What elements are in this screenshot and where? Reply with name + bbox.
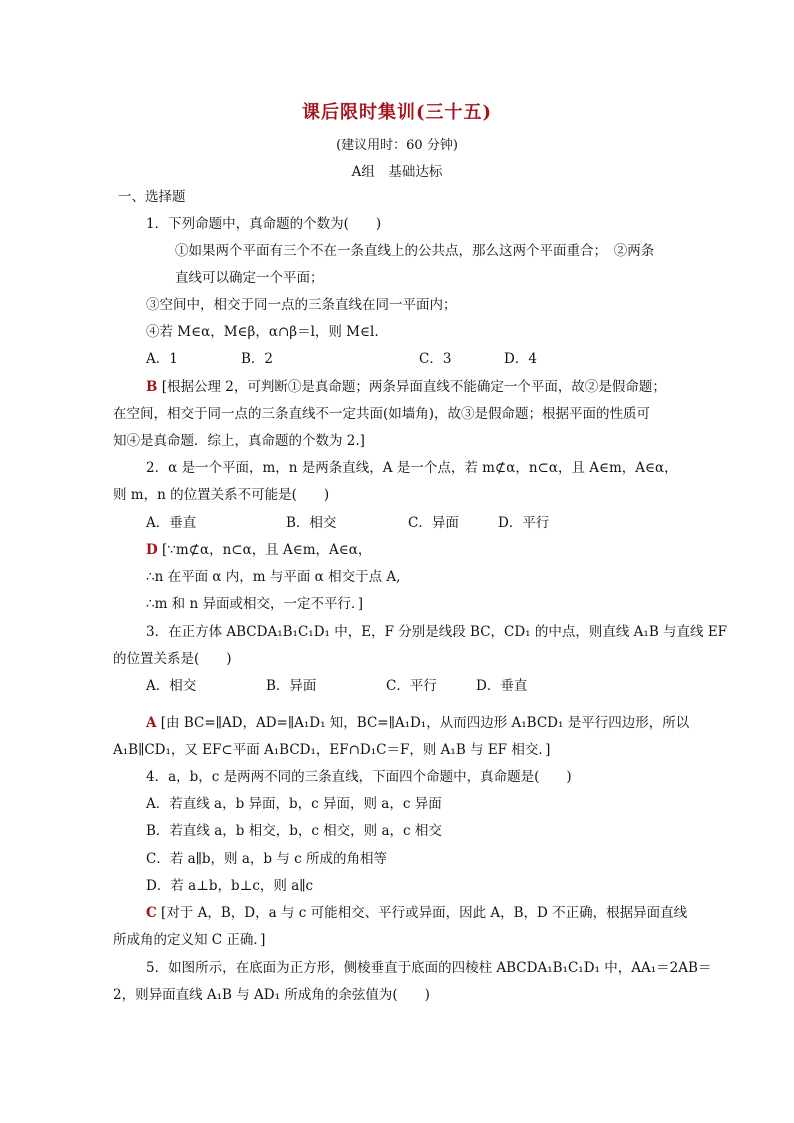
q1-option-b: B．2 bbox=[241, 351, 274, 367]
q1-explanation-1: [根据公理 2，可判断①是真命题；两条异面直线不能确定一个平面，故②是假命题； bbox=[161, 379, 666, 395]
q3-option-c: C．平行 bbox=[386, 678, 437, 694]
q2-explanation-1: [∵m⊄α，n⊂α，且 A∈m，A∈α， bbox=[162, 542, 372, 558]
group-heading: A组 基础达标 bbox=[351, 164, 443, 180]
q2-answer-line-1 bbox=[146, 541, 371, 559]
q3-stem-1: 3．在正方体 ABCDA₁B₁C₁D₁ 中，E，F 分别是线段 BC，CD₁ 的中点，则直线 A₁B 与直线 EF bbox=[146, 624, 728, 640]
q1-statement-1: ①如果两个平面有三个不在一条直线上的公共点，那么这两个平面重合； ②两条 bbox=[175, 243, 655, 259]
q1-statement-4: ④若 M∈α，M∈β，α∩β＝l，则 M∈l. bbox=[146, 324, 379, 340]
q4-option-b: B．若直线 a，b 相交，b，c 相交，则 a，c 相交 bbox=[146, 823, 442, 839]
q2-options bbox=[146, 514, 549, 532]
q3-options bbox=[146, 677, 527, 695]
q4-option-a: A．若直线 a，b 异面，b，c 异面，则 a，c 异面 bbox=[146, 796, 442, 812]
q5-stem-1: 5．如图所示，在底面为正方形，侧棱垂直于底面的四棱柱 ABCDA₁B₁C₁D₁ 中，AA₁＝2AB＝ bbox=[146, 960, 712, 976]
q4-explanation-1: [对于 A，B，D，a 与 c 可能相交、平行或异面，因此 A，B，D 不正确，根据异面直线 bbox=[161, 905, 688, 921]
q2-explanation-2: ∴n 在平面 α 内，m 与平面 α 相交于点 A, bbox=[146, 569, 401, 585]
q1-answer-line-1 bbox=[146, 378, 666, 396]
q1-explanation-2: 在空间，相交于同一点的三条直线不一定共面(如墙角)，故③是假命题；根据平面的性质可 bbox=[113, 406, 651, 422]
section-heading: 一、选择题 bbox=[118, 189, 186, 205]
q4-answer-line-1 bbox=[146, 904, 687, 922]
q4-option-d: D．若 a⊥b，b⊥c，则 a∥c bbox=[146, 878, 314, 894]
q3-answer-letter: A bbox=[146, 715, 157, 731]
q2-explanation-3: ∴m 和 n 异面或相交，一定不平行．] bbox=[146, 596, 363, 612]
q2-stem-1: 2．α 是一个平面，m，n 是两条直线，A 是一个点，若 m⊄α，n⊂α，且 A∈m，A∈α， bbox=[146, 460, 678, 476]
q2-option-c: C．异面 bbox=[408, 515, 459, 531]
q3-option-d: D．垂直 bbox=[476, 678, 528, 694]
q1-explanation-3: 知④是真命题．综上，真命题的个数为 2.] bbox=[113, 433, 365, 449]
q2-answer-letter: D bbox=[146, 542, 158, 558]
q1-statement-3: ③空间中，相交于同一点的三条直线在同一平面内； bbox=[146, 297, 457, 313]
q2-option-b: B．相交 bbox=[286, 515, 337, 531]
q4-stem: 4．a，b，c 是两两不同的三条直线，下面四个命题中，真命题是( ) bbox=[146, 769, 572, 785]
q3-option-b: B．异面 bbox=[266, 678, 317, 694]
q3-explanation-1: [由 BC=∥AD，AD=∥A₁D₁ 知，BC=∥A₁D₁，从而四边形 A₁BCD₁ 是平行四边形，所以 bbox=[160, 715, 690, 731]
q5-stem-2: 2，则异面直线 A₁B 与 AD₁ 所成角的余弦值为( ) bbox=[113, 987, 430, 1003]
page-title: 课后限时集训(三十五) bbox=[301, 102, 493, 123]
q3-stem-2: 的位置关系是( ) bbox=[113, 651, 232, 667]
q4-explanation-2: 所成角的定义知 C 正确．] bbox=[113, 932, 266, 948]
q2-stem-2: 则 m，n 的位置关系不可能是( ) bbox=[113, 487, 330, 503]
q3-option-a: A．相交 bbox=[146, 678, 197, 694]
q1-answer-letter: B bbox=[146, 379, 158, 395]
q1-option-a: A．1 bbox=[146, 351, 178, 367]
q1-option-d: D．4 bbox=[504, 351, 537, 367]
q1-stem: 1．下列命题中，真命题的个数为( ) bbox=[146, 216, 382, 232]
q3-answer-line-1 bbox=[146, 714, 689, 732]
q1-option-c: C．3 bbox=[419, 351, 452, 367]
q3-explanation-2: A₁B∥CD₁，又 EF⊂平面 A₁BCD₁，EF∩D₁C＝F，则 A₁B 与 EF 相交．] bbox=[113, 742, 551, 758]
time-suggestion: (建议用时：60 分钟) bbox=[336, 138, 458, 153]
q2-option-d: D．平行 bbox=[498, 515, 550, 531]
q4-option-c: C．若 a∥b，则 a，b 与 c 所成的角相等 bbox=[146, 851, 387, 867]
q1-options bbox=[146, 350, 537, 368]
q1-statement-2: 直线可以确定一个平面； bbox=[175, 270, 324, 286]
q4-answer-letter: C bbox=[146, 905, 157, 921]
q2-option-a: A．垂直 bbox=[146, 515, 197, 531]
